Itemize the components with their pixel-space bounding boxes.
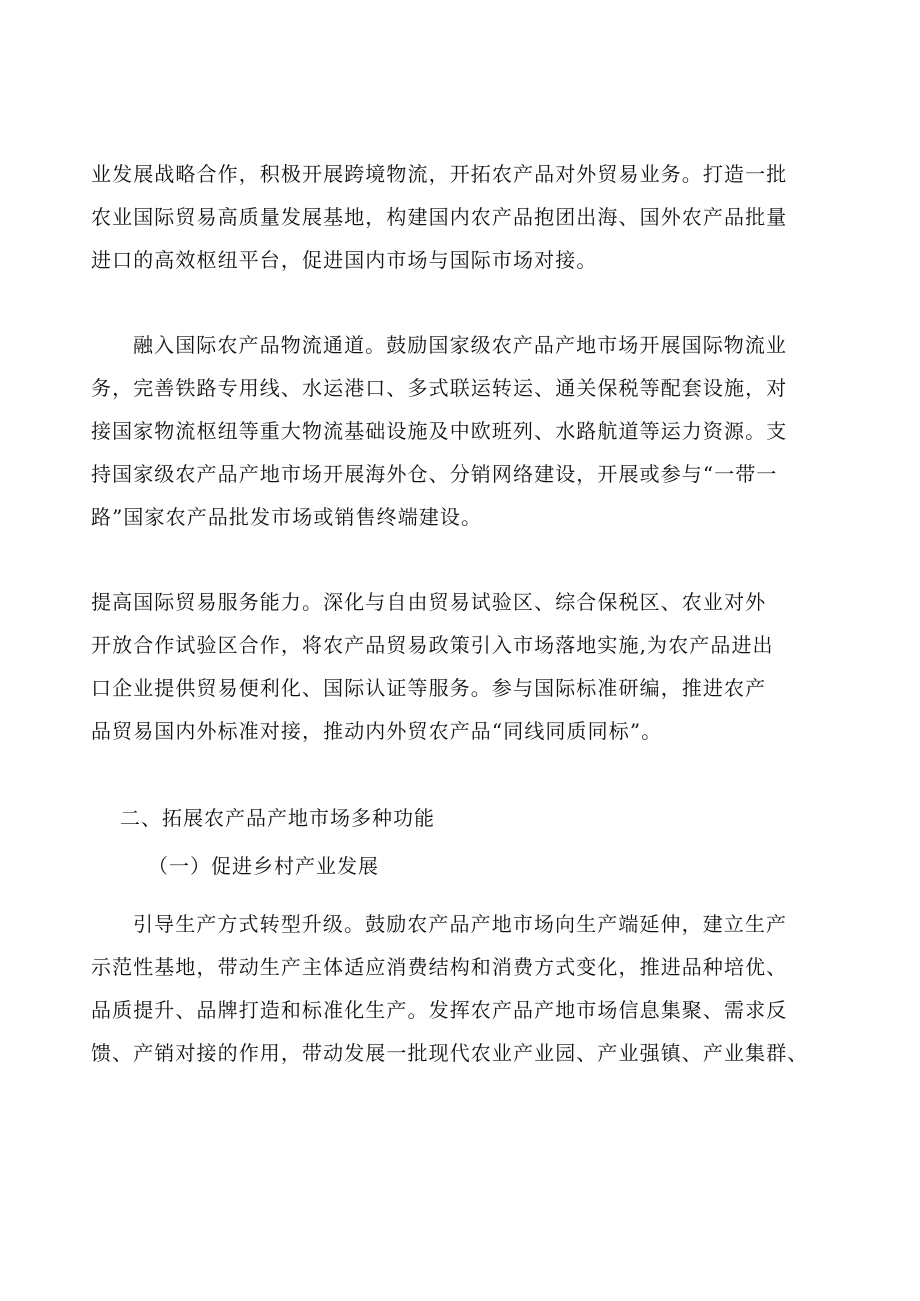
text-line: 开放合作试验区合作，将农产品贸易政策引入市场落地实施,为农产品进出 xyxy=(91,633,774,657)
text-line: 业发展战略合作，积极开展跨境物流，开拓农产品对外贸易业务。打造一批 xyxy=(91,162,788,186)
text-line: 品质提升、品牌打造和标准化生产。发挥农产品产地市场信息集聚、需求反 xyxy=(91,998,788,1022)
subsection-heading: （一）促进乡村产业发展 xyxy=(148,854,379,878)
text-line: 务，完善铁路专用线、水运港口、多式联运转运、通关保税等配套设施，对 xyxy=(91,376,788,400)
text-line: 提高国际贸易服务能力。深化与自由贸易试验区、综合保税区、农业对外 xyxy=(91,590,767,614)
text-line: 持国家级农产品产地市场开展海外仓、分销网络建设，开展或参与“一带一 xyxy=(91,462,778,486)
text-line: 口企业提供贸易便利化、国际认证等服务。参与国际标准研编，推进农产 xyxy=(91,676,767,700)
text-line: 路”国家农产品批发市场或销售终端建设。 xyxy=(91,505,483,529)
text-line: 融入国际农产品物流通道。鼓励国家级农产品产地市场开展国际物流业 xyxy=(133,333,788,357)
text-line: 接国家物流枢纽等重大物流基础设施及中欧班列、水路航道等运力资源。支 xyxy=(91,419,788,443)
text-line: 农业国际贸易高质量发展基地，构建国内农产品抱团出海、国外农产品批量 xyxy=(91,205,788,229)
text-line: 引导生产方式转型升级。鼓励农产品产地市场向生产端延伸，建立生产 xyxy=(133,912,788,936)
text-line: 示范性基地，带动生产主体适应消费结构和消费方式变化，推进品种培优、 xyxy=(91,955,788,979)
section-heading: 二、拓展农产品产地市场多种功能 xyxy=(120,806,435,830)
text-line: 馈、产销对接的作用，带动发展一批现代农业产业园、产业强镇、产业集群、 xyxy=(91,1041,809,1065)
text-line: 进口的高效枢纽平台，促进国内市场与国际市场对接。 xyxy=(91,248,598,272)
text-line: 品贸易国内外标准对接，推动内外贸农产品“同线同质同标”。 xyxy=(91,719,663,743)
